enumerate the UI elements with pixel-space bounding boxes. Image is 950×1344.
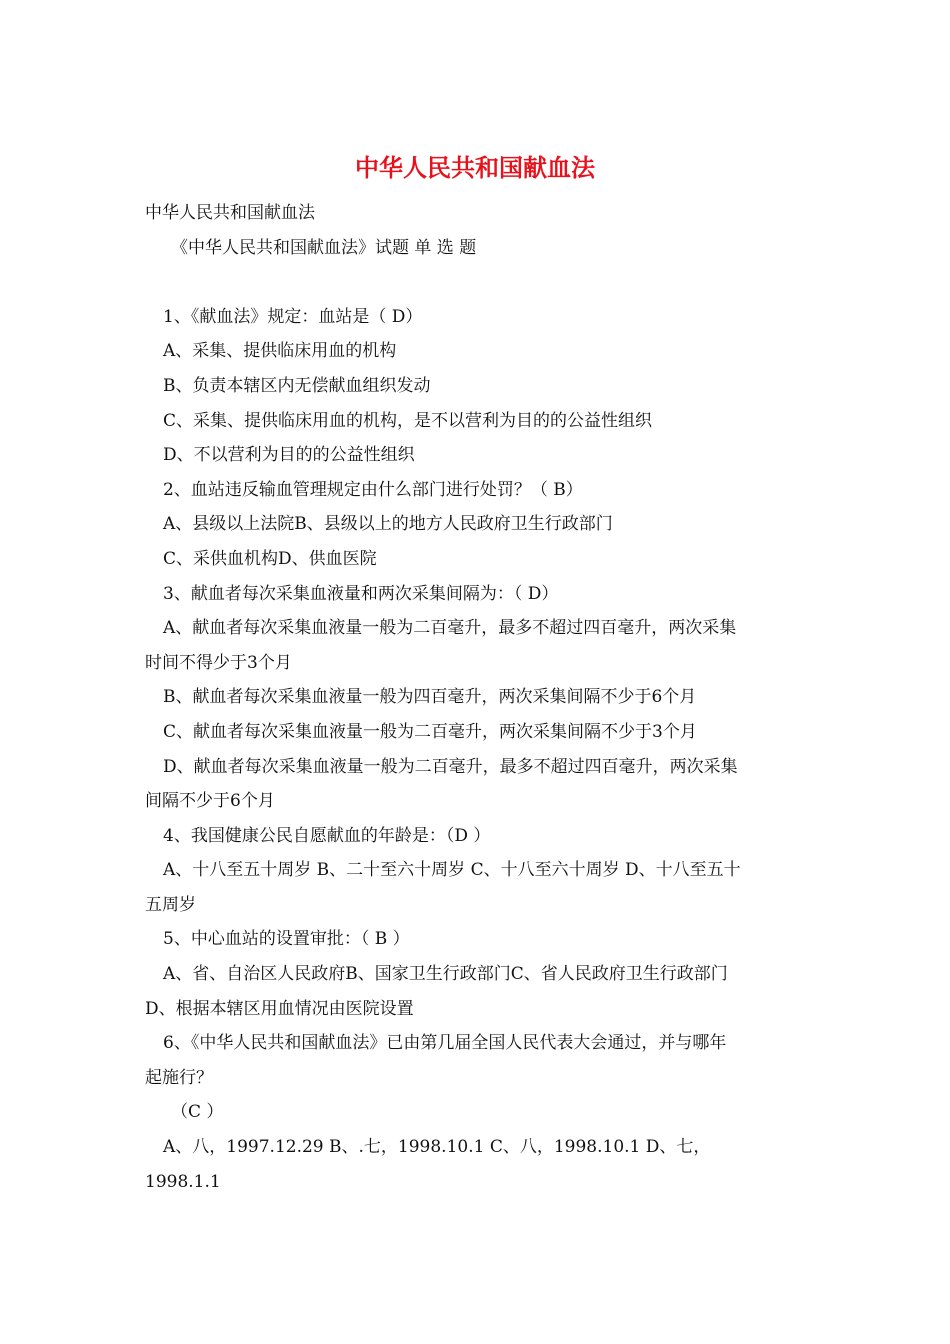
blank-line xyxy=(145,265,810,300)
question-line: 2、血站违反输血管理规定由什么部门进行处罚？（ B） xyxy=(163,479,583,500)
option-line: 1998.1.1 xyxy=(145,1171,221,1192)
option-line: C、献血者每次采集血液量一般为二百毫升，两次采集间隔不少于3个月 xyxy=(163,721,697,742)
option-line: 时间不得少于3个月 xyxy=(145,652,292,673)
question-line: 4、我国健康公民自愿献血的年龄是：（D ） xyxy=(163,825,491,846)
option-line: 五周岁 xyxy=(145,894,196,915)
option-line: A、省、自治区人民政府B、国家卫生行政部门C、省人民政府卫生行政部门 xyxy=(163,964,728,985)
document-body xyxy=(145,196,810,1199)
question-line: 5、中心血站的设置审批：（ B ） xyxy=(163,929,410,950)
question-line: 6、《中华人民共和国献血法》已由第几届全国人民代表大会通过，并与哪年 xyxy=(163,1033,727,1054)
option-line: C、采集、提供临床用血的机构，是不以营利为目的的公益性组织 xyxy=(163,410,653,431)
option-line: D、根据本辖区用血情况由医院设置 xyxy=(145,998,414,1019)
option-line: D、不以营利为目的的公益性组织 xyxy=(163,445,415,466)
option-line: A、八，1997.12.29 B、.七，1998.10.1 C、八，1998.10.1 D、七， xyxy=(163,1137,711,1158)
document-title: 中华人民共和国献血法 xyxy=(355,154,595,182)
option-line: A、献血者每次采集血液量一般为二百毫升，最多不超过四百毫升，两次采集 xyxy=(163,618,737,639)
option-line: D、献血者每次采集血液量一般为二百毫升，最多不超过四百毫升，两次采集 xyxy=(163,756,738,777)
option-line: A、十八至五十周岁 B、二十至六十周岁 C、十八至六十周岁 D、十八至五十 xyxy=(163,860,741,881)
option-line: 间隔不少于6个月 xyxy=(145,791,275,812)
question-line: 起施行？ xyxy=(145,1067,213,1088)
option-line: B、负责本辖区内无偿献血组织发动 xyxy=(163,375,431,396)
option-line: B、献血者每次采集血液量一般为四百毫升，两次采集间隔不少于6个月 xyxy=(163,687,697,708)
answer-line: （C ） xyxy=(171,1102,224,1123)
question-line: 3、献血者每次采集血液量和两次采集间隔为：（ D） xyxy=(163,583,559,604)
option-line: A、采集、提供临床用血的机构 xyxy=(163,341,397,362)
option-line: A、县级以上法院B、县级以上的地方人民政府卫生行政部门 xyxy=(163,514,613,535)
option-line: C、采供血机构D、供血医院 xyxy=(163,548,377,569)
text-line: 《中华人民共和国献血法》试题 单 选 题 xyxy=(171,237,477,258)
question-line: 1、《献血法》规定：血站是（ D） xyxy=(163,306,423,327)
text-line: 中华人民共和国献血法 xyxy=(145,203,315,223)
